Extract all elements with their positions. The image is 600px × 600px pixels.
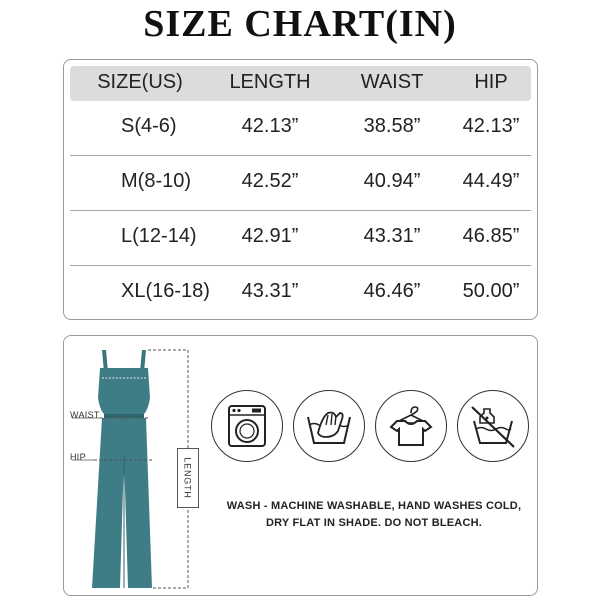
header-hip: HIP <box>474 71 508 93</box>
table-row <box>70 211 531 265</box>
length-label: LENGTH <box>183 457 193 499</box>
cell-waist: 43.31” <box>363 225 421 247</box>
no-bleach-icon <box>457 390 529 462</box>
hang-dry-icon <box>375 390 447 462</box>
table-header <box>70 66 531 101</box>
size-table <box>63 59 538 320</box>
care-instructions-line1: WASH - MACHINE WASHABLE, HAND WASHES COLD, <box>226 500 522 512</box>
cell-length: 42.52” <box>241 170 299 192</box>
product-care-panel <box>63 335 538 596</box>
cell-hip: 46.85” <box>462 225 520 247</box>
cell-size: M(8-10) <box>121 170 192 192</box>
cell-length: 42.13” <box>241 115 299 137</box>
header-length: LENGTH <box>229 71 311 93</box>
page-title: SIZE CHART(IN) <box>143 3 457 45</box>
washing-machine-icon <box>211 390 283 462</box>
bodice <box>98 368 150 414</box>
cell-waist: 46.46” <box>363 280 421 302</box>
cell-size: L(12-14) <box>121 225 197 247</box>
cell-waist: 38.58” <box>363 115 421 137</box>
cell-hip: 42.13” <box>462 115 520 137</box>
cell-length: 42.91” <box>241 225 299 247</box>
length-label-box <box>177 448 199 508</box>
cell-size: S(4-6) <box>121 115 177 137</box>
table-row <box>70 156 531 210</box>
hand-wash-icon <box>293 390 365 462</box>
cell-hip: 50.00” <box>462 280 520 302</box>
cell-waist: 40.94” <box>363 170 421 192</box>
table-row <box>70 101 531 155</box>
trousers <box>92 418 152 588</box>
header-waist: WAIST <box>360 71 424 93</box>
cell-size: XL(16-18) <box>121 280 210 302</box>
header-size: SIZE(US) <box>97 71 183 93</box>
cell-length: 43.31” <box>241 280 299 302</box>
care-instructions-line2: DRY FLAT IN SHADE. DO NOT BLEACH. <box>265 517 482 529</box>
waist-label: WAIST <box>70 410 100 420</box>
table-row <box>70 266 531 320</box>
hip-label: HIP <box>70 452 86 462</box>
cell-hip: 44.49” <box>462 170 520 192</box>
